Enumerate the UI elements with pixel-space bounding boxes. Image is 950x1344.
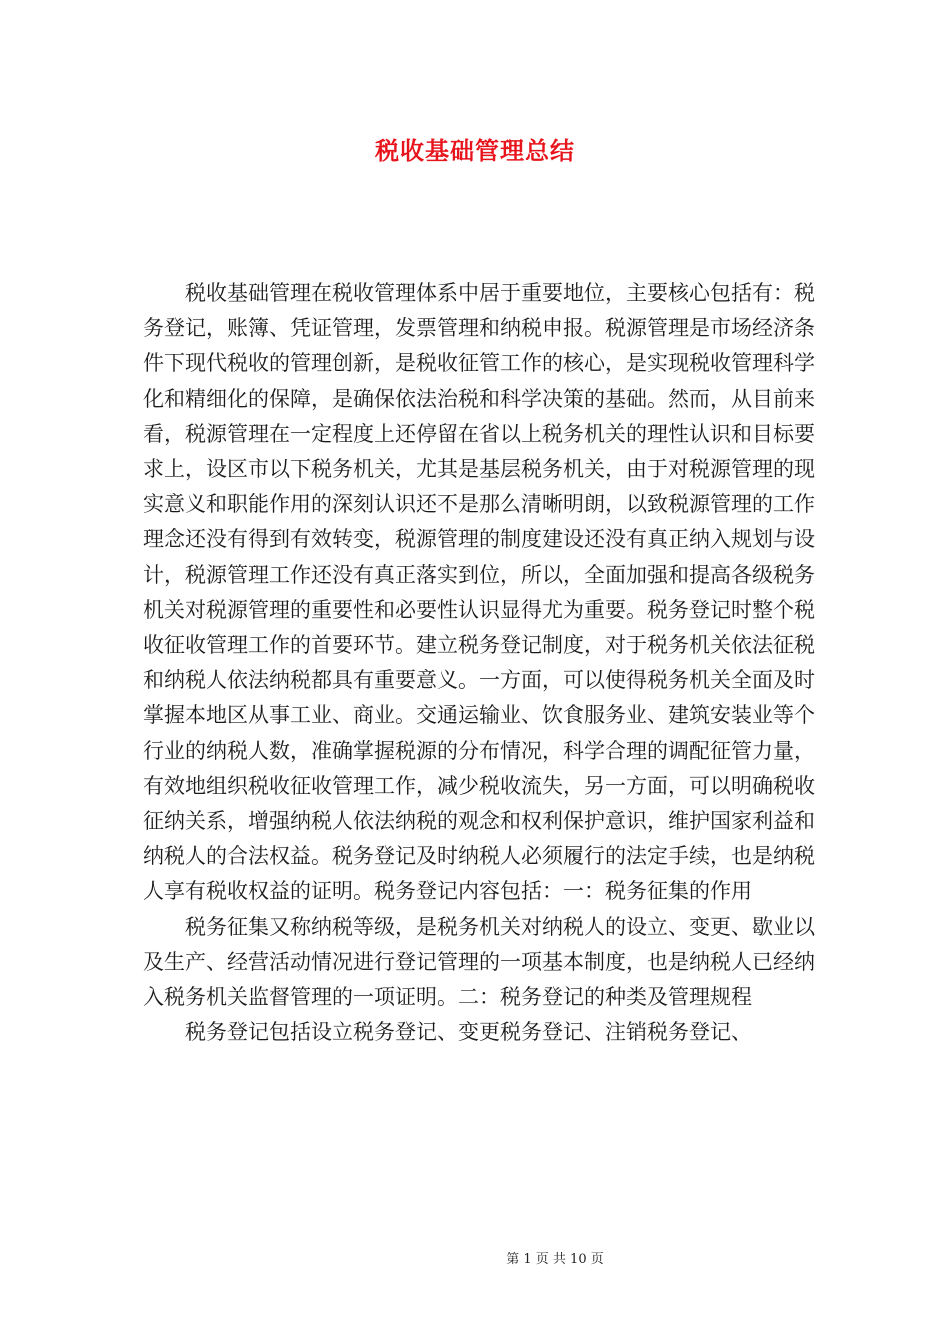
paragraph-3: 税务登记包括设立税务登记、变更税务登记、注销税务登记、: [185, 1020, 752, 1045]
document-body: [143, 276, 815, 1050]
document-title: 税收基础管理总结: [375, 136, 575, 165]
page-number-footer: 第 1 页 共 10 页: [506, 1252, 604, 1267]
paragraph-2: 税务征集又称纳税等级，是税务机关对纳税人的设立、变更、歇业以及生产、经营活动情况进行登记管理的一项基本制度，也是纳税人已经纳入税务机关监督管理的一项证明。二：税务登记的种类及管理规程: [143, 914, 815, 1010]
paragraph-1: 税收基础管理在税收管理体系中居于重要地位，主要核心包括有：税务登记，账簿、凭证管理，发票管理和纳税申报。税源管理是市场经济条件下现代税收的管理创新，是税收征管工作的核心，是实现税收管理科学化和精细化的保障，是确保依法治税和科学决策的基础。然而，从目前来看，税源管理在一定程度上还停留在省以上税务机关的理性认识和目标要求上，设区市以下税务机关，尤其是基层税务机关，由于对税源管理的现实意义和职能作用的深刻认识还不是那么清晰明朗，以致税源管理的工作理念还没有得到有效转变，税源管理的制度建设还没有真正纳入规划与设计，税源管理工作还没有真正落实到位，所以，全面加强和提高各级税务机关对税源管理的重要性和必要性认识显得尤为重要。税务登记时整个税收征收管理工作的首要环节。建立税务登记制度，对于税务机关依法征税和纳税人依法纳税都具有重要意义。一方面，可以使得税务机关全面及时掌握本地区从事工业、商业。交通运输业、饮食服务业、建筑安装业等个行业的纳税人数，准确掌握税源的分布情况，科学合理的调配征管力量，有效地组织税收征收管理工作，减少税收流失，另一方面，可以明确税收征纳关系，增强纳税人依法纳税的观念和权利保护意识，维护国家利益和纳税人的合法权益。税务登记及时纳税人必须履行的法定手续，也是纳税人享有税收权益的证明。税务登记内容包括：一：税务征集的作用: [143, 281, 815, 904]
